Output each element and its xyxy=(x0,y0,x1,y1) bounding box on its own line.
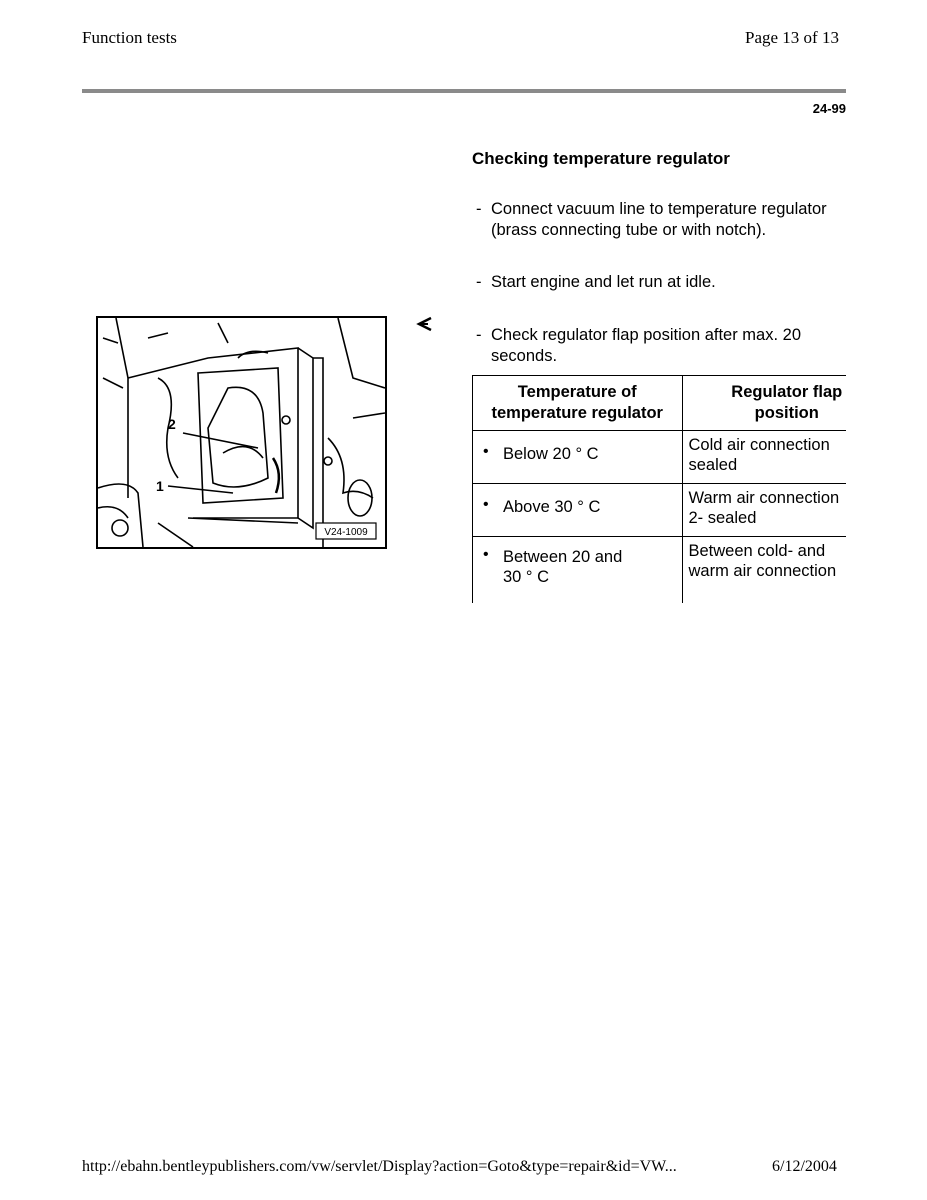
step-text: Connect vacuum line to temperature regulator (brass connecting tube or with notch). xyxy=(491,200,827,239)
header-rule xyxy=(82,89,846,93)
table-cell-position: Warm air connection 2- sealed xyxy=(682,484,846,537)
figure-pointer-icon xyxy=(416,315,434,333)
callout-1: 1 xyxy=(156,478,164,494)
temp-value: • Below 20 ° C xyxy=(479,444,676,464)
step-item xyxy=(476,325,847,369)
page-code: 24-99 xyxy=(812,101,846,116)
page-number: Page 13 of 13 xyxy=(745,28,839,47)
footer-url: http://ebahn.bentleypublishers.com/vw/servlet/Display?action=Goto&type=repair&id=VW... xyxy=(82,1158,677,1175)
footer-date: 6/12/2004 xyxy=(772,1158,837,1175)
table-cell-temp xyxy=(473,431,683,484)
step-text: Check regulator flap position after max. 20 seconds. xyxy=(491,326,801,365)
regulator-figure xyxy=(96,316,387,549)
step-item xyxy=(476,199,847,243)
table-cell-temp xyxy=(473,484,683,537)
temp-value: • Above 30 ° C xyxy=(479,497,676,517)
table-cell-position: Cold air connection sealed xyxy=(682,431,846,484)
table-row xyxy=(473,431,847,484)
table-row xyxy=(473,484,847,537)
table-header-row xyxy=(473,376,847,431)
table-header-position: Regulator flap position xyxy=(682,376,846,431)
regulator-illustration xyxy=(98,318,385,547)
step-text: Start engine and let run at idle. xyxy=(491,273,716,291)
callout-2: 2 xyxy=(168,416,176,432)
table-row xyxy=(473,537,847,604)
figure-label: V24-1009 xyxy=(324,527,368,538)
header-title: Function tests xyxy=(82,28,177,47)
step-dash: - xyxy=(476,326,482,344)
section-title: Checking temperature regulator xyxy=(472,149,730,168)
step-dash: - xyxy=(476,273,482,291)
step-dash: - xyxy=(476,200,482,218)
regulator-table xyxy=(472,375,846,603)
table-header-temperature: Temperature of temperature regulator xyxy=(473,376,683,431)
step-item xyxy=(476,272,847,296)
table-cell-position: Between cold- and warm air connection xyxy=(682,537,846,604)
table-cell-temp xyxy=(473,537,683,604)
temp-value: • Between 20 and 30 ° C xyxy=(479,547,676,587)
